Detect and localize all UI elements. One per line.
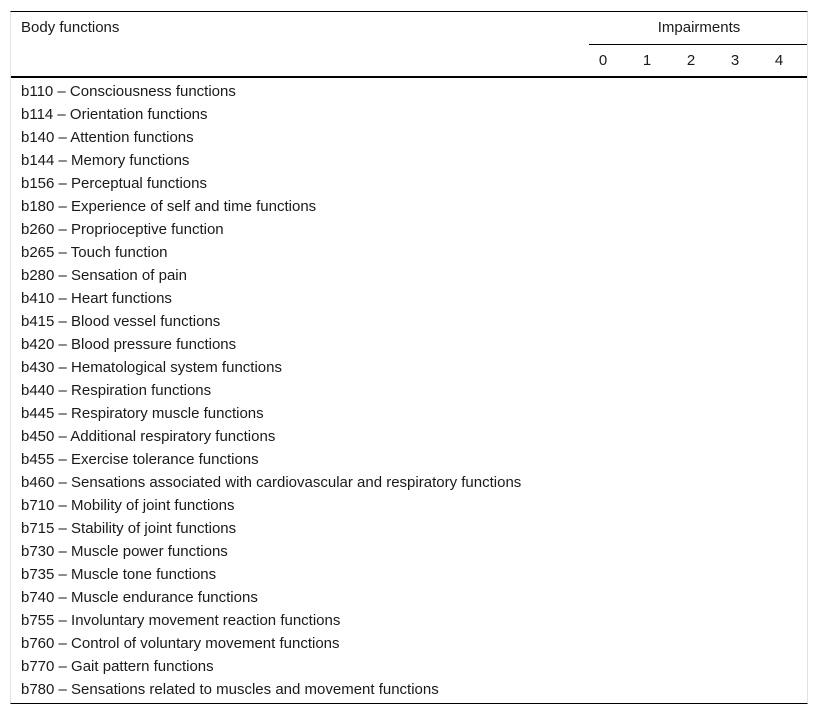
table-row: b455 – Exercise tolerance functions [21,451,259,468]
score-header-0: 0 [598,52,608,69]
table-row: b730 – Muscle power functions [21,543,228,560]
score-header-1: 1 [642,52,652,69]
impairments-group-rule [589,44,807,45]
impairments-header: Impairments [657,19,741,36]
body-function-list [21,80,521,701]
table-row: b430 – Hematological system functions [21,359,282,376]
table-row: b180 – Experience of self and time functions [21,198,317,215]
table-row: b740 – Muscle endurance functions [21,589,258,606]
table-row: b780 – Sensations related to muscles and movement functions [21,681,439,698]
table-row: b755 – Involuntary movement reaction functions [21,612,341,629]
table-row: b265 – Touch function [21,244,168,261]
table-row: b715 – Stability of joint functions [21,520,237,537]
table-row: b710 – Mobility of joint functions [21,497,235,514]
score-header-3: 3 [730,52,740,69]
table-row: b735 – Muscle tone functions [21,566,217,583]
table-row: b410 – Heart functions [21,290,172,307]
table-row: b450 – Additional respiratory functions [21,428,276,445]
table-row: b420 – Blood pressure functions [21,336,237,353]
body-functions-header: Body functions [21,19,120,36]
table-row: b110 – Consciousness functions [21,83,236,100]
table-row: b445 – Respiratory muscle functions [21,405,264,422]
table-row: b144 – Memory functions [21,152,190,169]
table-row: b415 – Blood vessel functions [21,313,221,330]
table-row: b156 – Perceptual functions [21,175,207,192]
table-row: b280 – Sensation of pain [21,267,187,284]
table-row: b460 – Sensations associated with cardiovascular and respiratory functions [21,474,522,491]
table-row: b440 – Respiration functions [21,382,212,399]
score-header-4: 4 [774,52,784,69]
table-row: b770 – Gait pattern functions [21,658,214,675]
table-row: b140 – Attention functions [21,129,194,146]
table-row: b260 – Proprioceptive function [21,221,224,238]
table-row: b114 – Orientation functions [21,106,208,123]
impairment-score-columns [581,52,809,70]
table-row: b760 – Control of voluntary movement functions [21,635,340,652]
body-functions-table [10,11,808,704]
header-divider [11,76,807,78]
score-header-2: 2 [686,52,696,69]
